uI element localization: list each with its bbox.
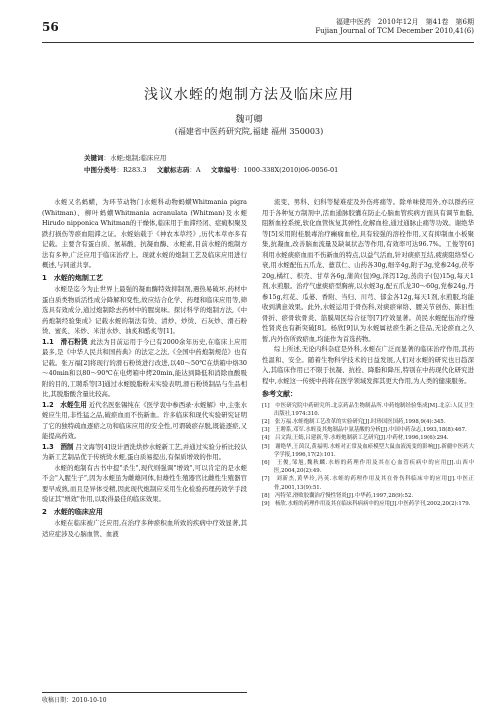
reference-item: [2] 张万福.水蛭炮制工艺改革的实验研究[J].时珍国医国药,1998,9(4):345. (262, 418, 446, 425)
reference-item: [9] 杨欣.水蛭的药理作用及其在临床科病病中的应用[J].中医药学刊,2002,20(2):179. (262, 500, 471, 507)
article-no-value: 1000-338X(2010)06-0056-01 (243, 166, 339, 174)
subsection-1-1-heading: 1.1 滑石粉烫 (42, 337, 88, 346)
reference-item: [5] 谢绝华,王茵汉,黄福明.水蛭对正常及血瘀模型大鼠血液流变的影响[J].新疆中医药大学学报,1996,17(2):101. (262, 443, 474, 458)
journal-name-cn: 福建中医药 2010年12月 第41卷 第6期 (335, 18, 474, 26)
left-column (42, 197, 247, 539)
section-1-closing-paragraph: 水蛭的炮制有古书中提"杀生",现代则强调"增效",可以肯定的是水蛭不会"入腥生子",因为水蛭虽为雌雄同体,但雄性生殖器官比雌性生殖器官要早成熟,而且是异体受精,因此现代炮制应采用生化检验药理药效学手段验证其"增效"作用,以取得最佳的临床效果。 (42, 463, 247, 503)
clinical-paragraph: 流变、男科、妇科等疑难症及外伤疼痛等。除单味使用外,亦以群药应用于各种复方制剂中,活血通脉胶囊在防止心脑血管疾病方面具有调节血脂,阻断血栓系统,软化血管恢复其弹性,化解血栓,通过通脉止痛等功效。谢绝华等[5]采用附桂脱毒治疗癫痫血栓,具有较强的溶栓作用,又有抑制血小板聚集,抗凝血,改善脑血流量及缺氧状态等作用,有效率可达96.7%。工俊等[6]利用水蛭痰瘀血而不伤新血的特点,以益气活血,针对痰瘀互结,疲痰阻络型心衰,用水蛭配伍五爪龙、薏苡仁、山药各30g,细辛4g,附子3g,党参24g,茯苓20g,橘红、枳壳、甘草各6g,蒲黄(包)9g,泽泻12g,蒸茵子(包)15g,每天1剂,水煎服。治疗气虚痰瘀型胸痹,以水蛭3g,配五爪龙30～60g,党参24g,丹参15g,红花、瓜蒌、香附、当归、川芎、郁金各12g,每天1剂,水煎服,均能收到满意效果。此外,水蛭运用于骨伤科,对痰瘀窜络、腰关节创伤、陈旧性骨折、瘀骨软骨炎、筋膜周区综合征等[7]疗效显著。黄民水蛭配伍治疗慢性肾炎也有新突破[8]。杨欣[9]认为水蛭属祛瘀生新之佳品,无论瘀血之久暂,内外伤所致瘀血,均能作为首选药物。 (262, 198, 474, 343)
keywords-label: 关键词 (84, 154, 104, 162)
section-2-heading: 2 水蛭的临床应用 (42, 507, 103, 516)
subsection-1-1-text: 此法为目前运用于今已有2000余年历史,在临床上应用最多,是《中华人民共和国药典》的法定之法,《全国中药炮制规范》也有记载。张万福[2]将现行的滑石粉烫进行改进,以40～50℃在烘箱中烙30～40min和以80～90℃在电烤箱中烤20min,能达到降低和消除血酸吸附的目的,工聘系等[3]通过水蛭脱脂粉末实验表明,滑石粉烫制品与生品相比,其脱脂酸含量比较高。 (42, 337, 247, 398)
reference-item: [7] 刘新杰,黄华玲,冯英.水蛭的药理作用及其在骨伤科临床中的应用[J].中医正骨,2001,13(9):51. (262, 476, 474, 491)
subsection-1-3-heading: 1.3 酒制 (42, 442, 74, 451)
classification-value: R283.3 (123, 166, 147, 174)
doc-code-value: A (195, 166, 201, 174)
subsection-1-3-text: 吕文海等[4]设计酒洗烘炒水蛭新工艺,并通过实验分析比较认为新工艺制品优于传统烫水蛭,蛋白质易提出,有保质增效的作用。 (42, 442, 247, 461)
section-1-heading: 1 水蛭的炮制工艺 (42, 273, 103, 282)
header-rule (42, 42, 474, 43)
references (262, 389, 474, 508)
subsection-1-2-heading: 1.2 水蛭生用 (42, 400, 87, 409)
reference-item: [4] 吕文海,王嫣,吕建新,等.水蛭炮制新工艺研究[J].中药材,1996,19(6):294. (262, 435, 449, 442)
reference-item: [8] 冯特荣.滑败胶囊治疗慢性肾炎[J].中华药,1997,28(9):52. (262, 492, 414, 499)
article-no-label: 文章编号 (210, 166, 237, 174)
classification-line: 中图分类号：R283.3 文献标志码：A 文章编号：1000-338X(2010)06-0056-01 (84, 166, 339, 174)
references-heading: 参考文献： (262, 390, 297, 398)
reference-item: [3] 王聘系,邓军.水蛭及其炮制品中氨基酸的分析[J].中国中药杂志,1993,18(8):467. (262, 427, 467, 434)
intro-paragraph: 水蛭又名蚂蟥，为环节动物门水蛭科动物蚂蟥Whitmania pigra (Whitman)、柳叶蚂蟥Whitmania acranulata (Whitman)及水蛭Hirudo nipponica Whitman的干燥体,临床用于血滞经闭、症瘕积聚及跌打损伤等瘀血阻滞之证。水蛭始载于《神农本草经》,历代本草亦多有记载。主要含有蛋白质、氨基酸、抗凝血酶、水蛭素,目前水蛭的炮制方法有多种,广泛应用于临床治疗上。现就水蛭的炮制工艺及临床应用进行概述,与同道共享。 (42, 198, 247, 269)
running-header (42, 18, 474, 44)
journal-name-en: Fujian Journal of TCM December 2010,41(6) (315, 27, 474, 35)
subsection-1-2-text: 近代名医张锡纯在《医学衷中参西录·水蛭解》中,主张水蛭应生用,非性猛之品,破瘀血而不伤新血。许多临床和现代实验研究证明了它的独特疏血逐瘀之功和临床应用的安全性,可谓破瘀存脱,既能逐瘀,又能提高药效。 (42, 400, 247, 440)
paper-title: 浅议水蛭的炮制方法及临床应用 (144, 87, 354, 103)
section-2-paragraph: 水蛭在临床被广泛应用,在治疗多种瘀积血所致的疾病中疗效显著,其适应症涉及心脑血管、血液 (42, 519, 247, 538)
reference-item: [6] 王俊,邹旭,魏秋麟.水蛭的药理作用及其在心血管疾病中的应用[J].山西中医,2004,20(2):49. (262, 459, 474, 475)
reference-item: [1] 中医研究院中药研究所.北京药品生物制品所.中药炮制经验集成[M].北京:人民卫生出版社,1974:310. (262, 402, 474, 417)
affiliation: (福建省中医药研究院,福建 福州 350003) (174, 127, 324, 136)
page-number: 56 (42, 20, 59, 34)
right-column (262, 197, 474, 508)
classification-label: 中图分类号 (84, 166, 117, 174)
received-date-footnote: 收稿日期：2010-10-10 (42, 692, 247, 704)
doc-code-label: 文献标志码 (156, 166, 190, 174)
journal-citation (315, 18, 474, 36)
keywords-value: 水蛭;炮制;临床应用 (110, 154, 167, 162)
conclusion-paragraph: 综上所述,无论内科杂症是外科,水蛭在广泛而显著的临床治疗作用,其药性温和、安全。随着生物科学技术的日益发展,人们对水蛭的研究也日趋深入,其临床作用已不限于抗凝、抗栓、降脂和降压,特别在中药现代化研究进程中,水蛭这一传统中药将在医学领域发挥其更大作用,为人类的健康服务。 (262, 345, 474, 385)
keywords-line: 关键词：水蛭;炮制;临床应用 (84, 154, 167, 162)
author-name: 魏可卿 (235, 115, 263, 125)
section-1-paragraph: 水蛭是迄今为止世界上最强的凝血酶特效抑制剂,遇热易破坏,药材中蛋白质类物质活性成分降解和变性,故应结合化学、药理和临床应用等,筛选具有效成分,通过炮制除去药材中的腥臭味。探讨科学的炮制方法,《中药炮制经验集成》记载水蛭的制法有烫、清炒、炒烫、石灰炒、滑石粉烫、蜜炙、米炒、米泔水炒、油炙和酷炙等[1]。 (42, 285, 247, 335)
